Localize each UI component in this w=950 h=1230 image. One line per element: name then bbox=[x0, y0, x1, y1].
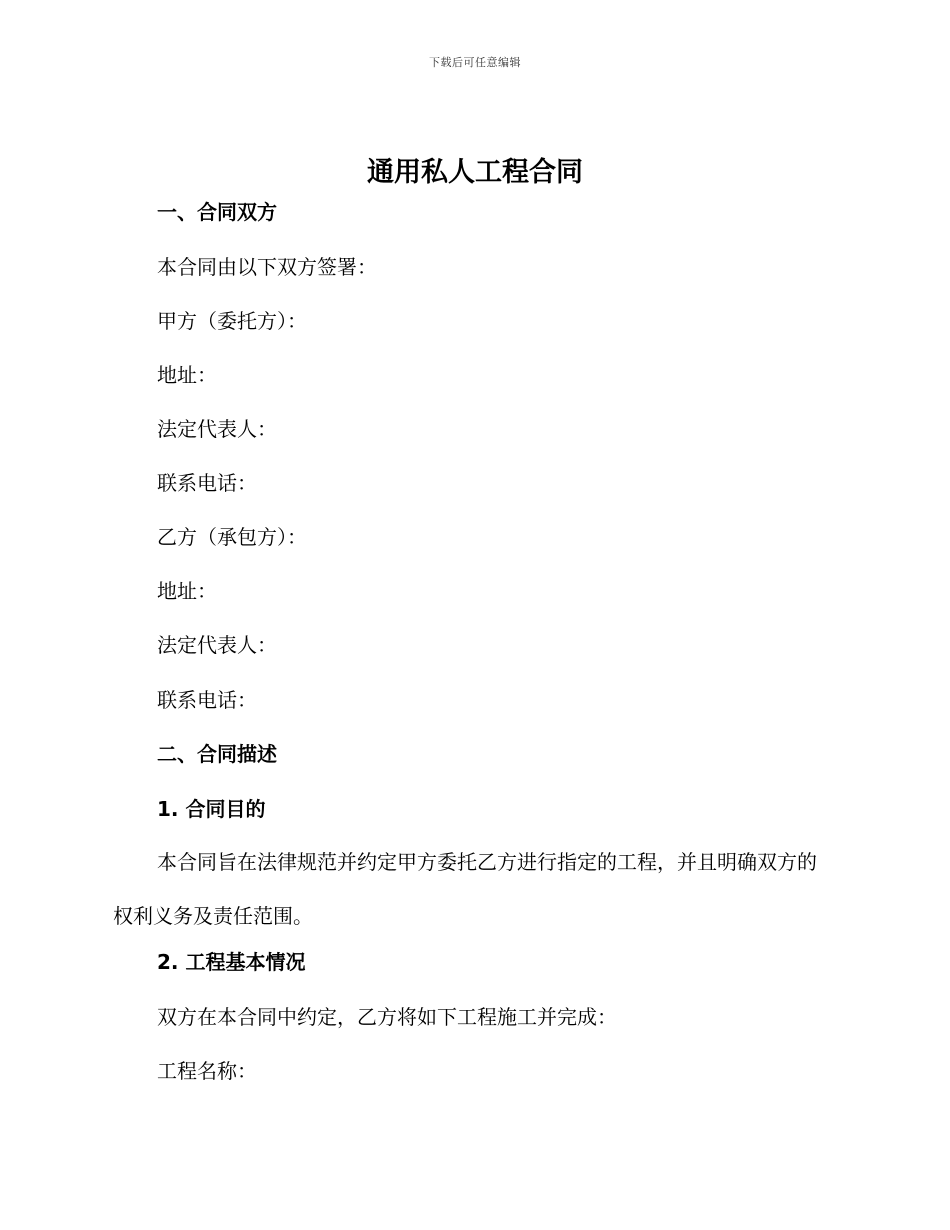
section2-heading: 二、合同描述 bbox=[157, 742, 277, 766]
section2-sub1-paragraph: 本合同旨在法律规范并约定甲方委托乙方进行指定的工程，并且明确双方的权利义务及责任范围。 bbox=[113, 850, 817, 928]
party-a-address: 地址： bbox=[157, 363, 217, 387]
header-note: 下载后可任意编辑 bbox=[429, 56, 521, 69]
party-b-address: 地址： bbox=[157, 579, 217, 603]
section2-sub2-heading: 2. 工程基本情况 bbox=[157, 950, 306, 974]
section2-sub2-text: 双方在本合同中约定，乙方将如下工程施工并完成： bbox=[157, 1005, 617, 1029]
project-name-field: 工程名称： bbox=[157, 1059, 257, 1083]
section1-intro: 本合同由以下双方签署： bbox=[157, 255, 377, 279]
party-b-phone: 联系电话： bbox=[157, 688, 257, 712]
party-b-label: 乙方（承包方）： bbox=[157, 525, 307, 549]
section2-sub1-heading: 1. 合同目的 bbox=[157, 797, 266, 821]
party-a-label: 甲方（委托方）： bbox=[157, 309, 307, 333]
section1-heading: 一、合同双方 bbox=[157, 200, 277, 224]
party-a-phone: 联系电话： bbox=[157, 471, 257, 495]
party-b-representative: 法定代表人： bbox=[157, 633, 277, 657]
party-a-representative: 法定代表人： bbox=[157, 417, 277, 441]
document-title: 通用私人工程合同 bbox=[367, 157, 583, 188]
